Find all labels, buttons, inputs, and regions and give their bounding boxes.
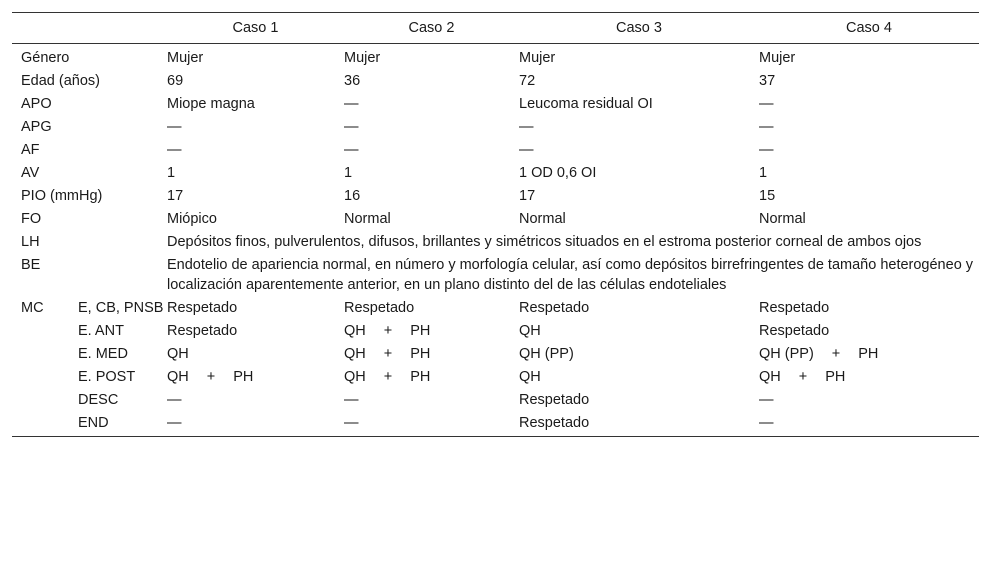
table-cell: Respetado	[167, 300, 238, 316]
table-cell: —	[344, 142, 359, 158]
row-label: FO	[21, 211, 42, 227]
cell-value: PH	[410, 346, 431, 362]
table-cell: —	[344, 392, 359, 408]
table-cell: QH (PP)	[519, 346, 574, 362]
plus-sign: +	[831, 346, 841, 362]
table-cell: —	[344, 119, 359, 135]
cell-value: PH	[858, 346, 879, 362]
table-cell: —	[759, 412, 979, 437]
header-caso-3: Caso 3	[519, 13, 759, 44]
table-row	[12, 389, 979, 412]
header-caso-4: Caso 4	[759, 13, 979, 44]
table-cell: 17	[519, 188, 536, 204]
table-cell: 1 OD 0,6 OI	[519, 165, 597, 181]
table-cell: Mujer	[344, 50, 381, 66]
table-cell: —	[167, 392, 182, 408]
cell-value: QH (PP)	[759, 346, 814, 362]
table-cell: —	[759, 142, 774, 158]
table-row	[12, 44, 979, 71]
header-empty	[12, 13, 167, 44]
table-cell: —	[759, 392, 774, 408]
table-cell: 15	[759, 188, 776, 204]
table-cell	[167, 366, 344, 389]
table-row	[12, 162, 979, 185]
table-row	[12, 297, 979, 320]
table-row	[12, 185, 979, 208]
table-cell: Mujer	[759, 50, 796, 66]
table-cell: QH	[519, 369, 541, 385]
table-row	[12, 412, 979, 437]
table-row	[12, 320, 979, 343]
table-row	[12, 93, 979, 116]
row-label: APO	[21, 96, 52, 112]
row-label: PIO (mmHg)	[21, 188, 103, 204]
table-cell	[759, 343, 979, 366]
table-cell	[344, 320, 519, 343]
table-row	[12, 139, 979, 162]
table-cell: —	[167, 119, 182, 135]
empty-cell	[12, 389, 78, 412]
cell-value: QH	[759, 369, 781, 385]
table-row	[12, 254, 979, 297]
plus-sign: +	[206, 369, 216, 385]
table-cell: Miópico	[167, 211, 217, 227]
table-cell: —	[759, 96, 774, 112]
table-cell: 17	[167, 188, 184, 204]
sub-label: DESC	[78, 392, 119, 408]
plus-sign: +	[383, 369, 393, 385]
table-row	[12, 343, 979, 366]
sub-label: E. MED	[78, 346, 128, 362]
table-cell: 1	[344, 165, 353, 181]
clinical-cases-table	[12, 12, 979, 437]
table-cell: 1	[759, 165, 768, 181]
table-cell: 36	[344, 73, 361, 89]
table-cell: QH	[519, 323, 541, 339]
table-cell-span: Depósitos finos, pulverulentos, difusos, brillantes y simétricos situados en el estroma posterior corneal de ambos ojos	[167, 234, 922, 250]
row-label: BE	[21, 257, 41, 273]
table-cell	[344, 366, 519, 389]
table-row	[12, 208, 979, 231]
cell-value: PH	[233, 369, 254, 385]
table-cell: 16	[344, 188, 361, 204]
sub-label: E. POST	[78, 369, 136, 385]
table-container	[12, 12, 979, 437]
table-cell: —	[344, 96, 359, 112]
table-cell: —	[759, 119, 774, 135]
sub-label: E. ANT	[78, 323, 124, 339]
cell-value: QH	[344, 369, 366, 385]
table-row	[12, 366, 979, 389]
table-cell: Respetado	[519, 300, 590, 316]
table-cell: 1	[167, 165, 176, 181]
empty-cell	[12, 320, 78, 343]
row-label: LH	[21, 234, 40, 250]
table-cell: 37	[759, 73, 776, 89]
table-cell: —	[167, 412, 344, 437]
table-cell: —	[344, 412, 519, 437]
table-cell: Normal	[344, 211, 391, 227]
cell-value: PH	[825, 369, 846, 385]
table-cell: Respetado	[344, 300, 415, 316]
table-cell: Respetado	[519, 392, 590, 408]
empty-cell	[12, 412, 78, 437]
table-cell	[759, 366, 979, 389]
table-cell: Normal	[759, 211, 806, 227]
empty-cell	[12, 366, 78, 389]
sub-label: END	[78, 412, 167, 437]
table-row	[12, 231, 979, 254]
table-cell: Respetado	[759, 300, 830, 316]
plus-sign: +	[383, 346, 393, 362]
header-caso-2: Caso 2	[344, 13, 519, 44]
cell-value: PH	[410, 323, 431, 339]
cell-value: QH	[167, 369, 189, 385]
table-cell: Respetado	[759, 323, 830, 339]
header-row	[12, 13, 979, 44]
table-cell: Normal	[519, 211, 566, 227]
table-cell: 69	[167, 73, 184, 89]
table-cell: Miope magna	[167, 96, 255, 112]
empty-cell	[12, 343, 78, 366]
table-cell: —	[519, 119, 534, 135]
table-row	[12, 116, 979, 139]
table-cell: Mujer	[167, 50, 204, 66]
table-cell: QH	[167, 346, 189, 362]
row-label: AV	[21, 165, 40, 181]
row-label: AF	[21, 142, 40, 158]
table-cell: Respetado	[167, 323, 238, 339]
table-cell-span: Endotelio de apariencia normal, en número y morfología celular, así como depósitos birrefringentes de tamaño heterogéneo y localización aparentemente anterior, en un plano distinto del de las células endoteliales	[167, 257, 974, 293]
row-label-mc: MC	[21, 300, 44, 316]
table-row	[12, 70, 979, 93]
table-cell: Leucoma residual OI	[519, 96, 653, 112]
plus-sign: +	[798, 369, 808, 385]
row-label: Género	[21, 50, 70, 66]
table-cell	[344, 343, 519, 366]
table-cell: 72	[519, 73, 536, 89]
sub-label: E, CB, PNSB	[78, 300, 164, 316]
cell-value: QH	[344, 323, 366, 339]
header-caso-1: Caso 1	[167, 13, 344, 44]
cell-value: PH	[410, 369, 431, 385]
plus-sign: +	[383, 323, 393, 339]
table-cell: Mujer	[519, 50, 556, 66]
table-cell: Respetado	[519, 412, 759, 437]
row-label: APG	[21, 119, 52, 135]
table-cell: —	[519, 142, 534, 158]
table-cell: —	[167, 142, 182, 158]
cell-value: QH	[344, 346, 366, 362]
row-label: Edad (años)	[21, 73, 100, 89]
